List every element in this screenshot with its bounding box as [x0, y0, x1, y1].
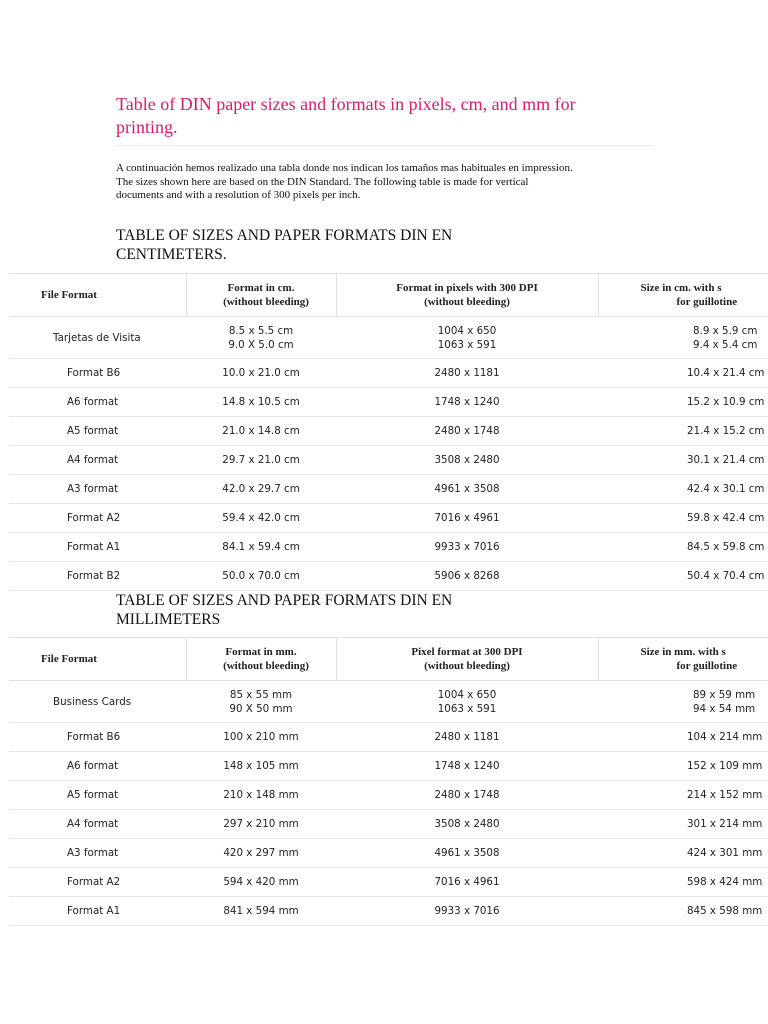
- cell-pixels-line: 9933 x 7016: [434, 905, 500, 917]
- cell-size-line: 15.2 x 10.9 cm: [687, 396, 765, 408]
- table-row: [9, 562, 768, 591]
- cell-pixels-line: 2480 x 1181: [434, 731, 500, 743]
- header-pixels-title: Format in pixels with 300 DPI: [396, 282, 538, 294]
- table-row: [9, 810, 768, 839]
- cell-pixels-line: 1063 x 591: [437, 338, 497, 351]
- cell-size-line: 301 x 214 mm: [687, 818, 763, 830]
- table-row: [9, 317, 768, 359]
- header-format-title: Format in cm.: [227, 282, 295, 294]
- cell-pixels: [336, 752, 598, 781]
- cell-format-line: 297 x 210 mm: [223, 818, 299, 830]
- cell-pixels: [336, 810, 598, 839]
- cell-pixels-line: 9933 x 7016: [434, 541, 500, 553]
- cell-format-line: 594 x 420 mm: [223, 876, 299, 888]
- cell-format: [186, 781, 336, 810]
- cell-pixels-line: 1004 x 650: [437, 324, 497, 337]
- cm-section-heading: TABLE OF SIZES AND PAPER FORMATS DIN EN CENTIMETERS.: [116, 227, 453, 263]
- cell-size: [598, 810, 768, 839]
- cell-format: [186, 839, 336, 868]
- cell-pixels-line: 3508 x 2480: [434, 454, 500, 466]
- table-row: [9, 868, 768, 897]
- cell-size: [598, 723, 768, 752]
- cell-file-format: Tarjetas de Visita: [53, 331, 141, 344]
- cell-size: [598, 504, 768, 533]
- intro-text: [116, 162, 576, 203]
- title-divider: [116, 145, 654, 146]
- cell-pixels-line: 2480 x 1748: [434, 425, 500, 437]
- table-row: [9, 839, 768, 868]
- cell-size-line: 845 x 598 mm: [687, 905, 763, 917]
- cell-file-format: Format A1: [67, 905, 121, 917]
- cell-file-format: Format A2: [67, 876, 121, 888]
- cell-pixels: [336, 562, 598, 591]
- table-header-row: [9, 638, 768, 681]
- cell-pixels-line: 4961 x 3508: [434, 847, 500, 859]
- cell-pixels-line: 5906 x 8268: [434, 570, 500, 582]
- cm-sizes-table: [9, 273, 768, 591]
- cell-format: [186, 417, 336, 446]
- header-pixels: [336, 638, 598, 681]
- cell-pixels: [336, 723, 598, 752]
- table-row: [9, 417, 768, 446]
- cell-size-line: 8.9 x 5.9 cm: [693, 324, 758, 337]
- header-format: [186, 274, 336, 317]
- cell-size: [598, 359, 768, 388]
- cell-file-format: Format B6: [67, 731, 121, 743]
- cell-format: [186, 723, 336, 752]
- cell-pixels-line: 1063 x 591: [437, 702, 497, 715]
- cell-pixels-line: 7016 x 4961: [434, 876, 500, 888]
- cell-size-line: 104 x 214 mm: [687, 731, 763, 743]
- header-format-note: (without bleeding): [223, 660, 309, 672]
- cell-size-line: 84.5 x 59.8 cm: [687, 541, 765, 553]
- cell-size: [598, 839, 768, 868]
- cell-pixels: [336, 868, 598, 897]
- mm-sizes-table: [9, 637, 768, 926]
- cell-size: [598, 562, 768, 591]
- cell-format-line: 29.7 x 21.0 cm: [222, 454, 300, 466]
- cell-file-format: Format B2: [67, 570, 121, 582]
- table-row: [9, 723, 768, 752]
- header-size-title: Size in mm. with s: [640, 646, 726, 658]
- cell-pixels: [336, 317, 598, 359]
- cell-pixels: [336, 475, 598, 504]
- table-row: [9, 446, 768, 475]
- cell-format-line: 148 x 105 mm: [223, 760, 299, 772]
- cell-format: [186, 475, 336, 504]
- cell-size: [598, 681, 768, 723]
- cell-size: [598, 781, 768, 810]
- cell-file-format: Format A2: [67, 512, 121, 524]
- cell-size: [598, 868, 768, 897]
- cell-size-line: 94 x 54 mm: [693, 702, 756, 715]
- cell-format: [186, 317, 336, 359]
- intro-line-english: The sizes shown here are based on the DIN Standard. The following table is made for vertical documents and with a resolution of 300 pixels per inch.: [116, 175, 529, 202]
- cell-pixels: [336, 897, 598, 926]
- cell-format-line: 90 X 50 mm: [229, 702, 293, 715]
- cell-pixels: [336, 388, 598, 417]
- cell-size-line: 9.4 x 5.4 cm: [693, 338, 758, 351]
- cell-format-line: 21.0 x 14.8 cm: [222, 425, 300, 437]
- cell-size-line: 42.4 x 30.1 cm: [687, 483, 765, 495]
- cell-pixels-line: 2480 x 1181: [434, 367, 500, 379]
- cell-size-line: 598 x 424 mm: [687, 876, 763, 888]
- cell-size: [598, 417, 768, 446]
- header-size-title: Size in cm. with s: [640, 282, 722, 294]
- table-row: [9, 781, 768, 810]
- cell-size: [598, 533, 768, 562]
- cell-pixels: [336, 359, 598, 388]
- cell-format: [186, 533, 336, 562]
- cell-pixels-line: 1748 x 1240: [434, 396, 500, 408]
- cell-pixels-line: 2480 x 1748: [434, 789, 500, 801]
- cell-pixels: [336, 681, 598, 723]
- cell-format: [186, 388, 336, 417]
- cell-format-line: 50.0 x 70.0 cm: [222, 570, 300, 582]
- cell-size-line: 424 x 301 mm: [687, 847, 763, 859]
- table-row: [9, 359, 768, 388]
- cell-size-line: 50.4 x 70.4 cm: [687, 570, 765, 582]
- cell-pixels: [336, 417, 598, 446]
- cell-format-line: 84.1 x 59.4 cm: [222, 541, 300, 553]
- cell-format-line: 100 x 210 mm: [223, 731, 299, 743]
- header-format-note: (without bleeding): [223, 296, 309, 308]
- cell-file-format: A6 format: [67, 396, 119, 408]
- cell-size: [598, 897, 768, 926]
- table-header-row: [9, 274, 768, 317]
- header-pixels: [336, 274, 598, 317]
- mm-section-heading: TABLE OF SIZES AND PAPER FORMATS DIN EN MILLIMETERS: [116, 592, 453, 628]
- cell-format: [186, 752, 336, 781]
- cell-pixels: [336, 533, 598, 562]
- header-size: [598, 274, 768, 317]
- cell-pixels-line: 7016 x 4961: [434, 512, 500, 524]
- cell-pixels-line: 1004 x 650: [437, 688, 497, 701]
- header-size: [598, 638, 768, 681]
- cell-pixels: [336, 504, 598, 533]
- cell-format-line: 420 x 297 mm: [223, 847, 299, 859]
- cell-size-line: 152 x 109 mm: [687, 760, 763, 772]
- cell-format-line: 14.8 x 10.5 cm: [222, 396, 300, 408]
- cell-format: [186, 897, 336, 926]
- cell-format-line: 210 x 148 mm: [223, 789, 299, 801]
- cell-size: [598, 752, 768, 781]
- table-row: [9, 533, 768, 562]
- cell-size-line: 10.4 x 21.4 cm: [687, 367, 765, 379]
- cell-file-format: Format B6: [67, 367, 121, 379]
- table-row: [9, 388, 768, 417]
- cell-format: [186, 359, 336, 388]
- cell-format-line: 9.0 X 5.0 cm: [228, 338, 294, 351]
- cell-format-line: 841 x 594 mm: [223, 905, 299, 917]
- cell-file-format: A3 format: [67, 483, 119, 495]
- cell-file-format: A4 format: [67, 454, 119, 466]
- cell-format-line: 8.5 x 5.5 cm: [228, 324, 294, 337]
- cell-pixels: [336, 446, 598, 475]
- cell-file-format: A3 format: [67, 847, 119, 859]
- header-pixels-note: (without bleeding): [424, 296, 510, 308]
- cell-format-line: 85 x 55 mm: [229, 688, 293, 701]
- cell-pixels-line: 4961 x 3508: [434, 483, 500, 495]
- cell-format: [186, 504, 336, 533]
- cell-file-format: A5 format: [67, 425, 119, 437]
- table-row: [9, 897, 768, 926]
- header-pixels-title: Pixel format at 300 DPI: [411, 646, 523, 658]
- cell-pixels: [336, 839, 598, 868]
- table-row: [9, 504, 768, 533]
- cell-format-line: 59.4 x 42.0 cm: [222, 512, 300, 524]
- header-pixels-note: (without bleeding): [424, 660, 510, 672]
- table-row: [9, 752, 768, 781]
- header-size-note: for guillotine: [676, 296, 738, 308]
- intro-line-spanish: A continuación hemos realizado una tabla donde nos indican los tamaños mas habituales en impression.: [116, 162, 573, 174]
- cell-format: [186, 868, 336, 897]
- cell-size-line: 21.4 x 15.2 cm: [687, 425, 765, 437]
- cell-size-line: 59.8 x 42.4 cm: [687, 512, 765, 524]
- cell-format: [186, 810, 336, 839]
- cell-pixels-line: 1748 x 1240: [434, 760, 500, 772]
- table-row: [9, 475, 768, 504]
- cell-size: [598, 317, 768, 359]
- table-row: [9, 681, 768, 723]
- cell-size: [598, 388, 768, 417]
- cell-format: [186, 562, 336, 591]
- cell-size: [598, 446, 768, 475]
- header-format-title: Format in mm.: [225, 646, 297, 658]
- cell-file-format: A5 format: [67, 789, 119, 801]
- cell-format-line: 42.0 x 29.7 cm: [222, 483, 300, 495]
- page-title: Table of DIN paper sizes and formats in pixels, cm, and mm for printing.: [116, 94, 576, 137]
- cell-format: [186, 681, 336, 723]
- header-file-format: File Format: [9, 638, 186, 681]
- cell-pixels: [336, 781, 598, 810]
- cell-size-line: 89 x 59 mm: [693, 688, 756, 701]
- header-format: [186, 638, 336, 681]
- header-size-note: for guillotine: [676, 660, 738, 672]
- cell-pixels-line: 3508 x 2480: [434, 818, 500, 830]
- cell-size-line: 30.1 x 21.4 cm: [687, 454, 765, 466]
- cell-format-line: 10.0 x 21.0 cm: [222, 367, 300, 379]
- header-file-format: File Format: [9, 274, 186, 317]
- cell-file-format: Business Cards: [53, 695, 132, 708]
- cell-file-format: Format A1: [67, 541, 121, 553]
- cell-size-line: 214 x 152 mm: [687, 789, 763, 801]
- cell-file-format: A4 format: [67, 818, 119, 830]
- cell-file-format: A6 format: [67, 760, 119, 772]
- cell-size: [598, 475, 768, 504]
- cell-format: [186, 446, 336, 475]
